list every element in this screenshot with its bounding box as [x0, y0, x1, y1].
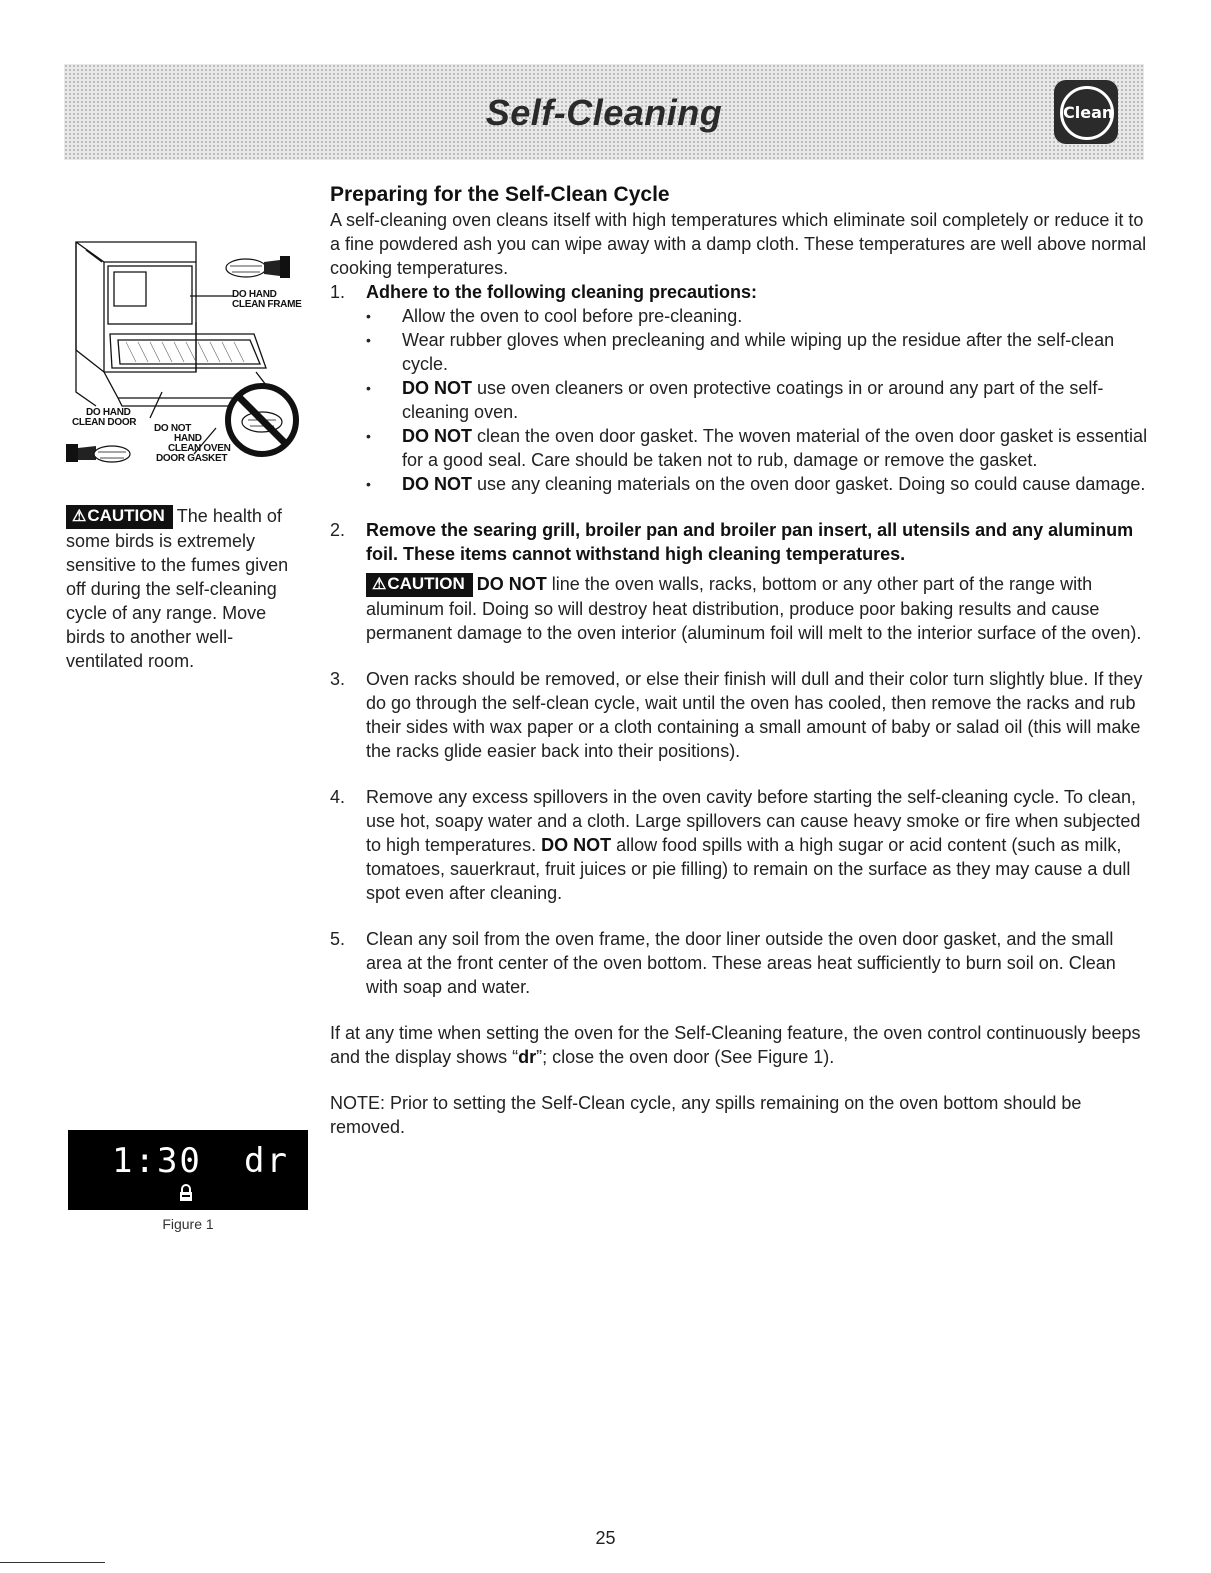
door-note-code: dr: [518, 1047, 537, 1067]
list-item: [366, 304, 1150, 328]
footer-rule: [0, 1562, 105, 1563]
step-number: 1.: [330, 282, 346, 302]
display-code: dr: [244, 1141, 289, 1181]
precautions-list: [330, 304, 1150, 496]
list-item: [366, 376, 1150, 424]
warning-triangle-icon: ⚠: [72, 508, 87, 525]
section-heading: Preparing for the Self-Clean Cycle: [330, 183, 670, 206]
step-4-text-a: Remove any excess spillovers in the oven cavity before starting the self-cleaning cycle. To clean, use hot, soapy water and a cloth. Large spillovers can cause heavy smoke or fire when subjected to high temperatures.: [366, 787, 1141, 855]
page-number: 25: [595, 1528, 616, 1548]
spill-note: NOTE: Prior to setting the Self-Clean cycle, any spills remaining on the oven bottom should be removed.: [330, 1093, 1082, 1137]
bird-caution: [66, 504, 306, 673]
figure-caption: Figure 1: [162, 1216, 214, 1232]
step-4: [330, 785, 1150, 905]
label-gasket-line-3: CLEAN OVEN: [168, 443, 231, 454]
list-item: [366, 424, 1150, 472]
caution-badge: [366, 573, 473, 597]
label-frame-line-1: DO HAND: [232, 289, 277, 300]
label-door: [72, 408, 136, 428]
label-frame: [232, 290, 301, 310]
step-4-text-b: allow food spills with a high sugar or acid content (such as milk, tomatoes, sauerkraut, fruit juices or pie filling) to remain on the surface as they may cause a dull spot even after cleaning.: [366, 835, 1131, 903]
clean-badge-icon: [1054, 80, 1118, 144]
step-3: [330, 667, 1150, 763]
door-note-text-a: If at any time when setting the oven for the Self-Cleaning feature, the oven control continuously beeps and the display shows “: [330, 1023, 1141, 1067]
foil-caution-text: line the oven walls, racks, bottom or any other part of the range with aluminum foil. Doing so will destroy heat distribution, produce poor baking results and cause permanent damage to the oven interior (aluminum foil will melt to the interior surface of the oven).: [366, 574, 1142, 643]
bullet-emphasis: DO NOT: [402, 474, 472, 494]
label-door-line-1: DO HAND: [86, 407, 131, 418]
main-content: [330, 182, 1150, 1139]
step-4-text: [366, 785, 1150, 905]
warning-triangle-icon: ⚠: [372, 576, 387, 593]
label-gasket: [154, 424, 231, 464]
bullet-text: clean the oven door gasket. The woven material of the oven door gasket is essential for a good seal. Care should be taken not to rub, damage or remove the gasket.: [402, 426, 1148, 470]
step-5: [330, 927, 1150, 999]
bullet-text: Wear rubber gloves when precleaning and while wiping up the residue after the self-clean cycle.: [402, 330, 1115, 374]
display-time: 1:30: [112, 1141, 202, 1181]
step-number: 4.: [330, 787, 346, 807]
step-2: [330, 518, 1150, 645]
step-3-text: Oven racks should be removed, or else their finish will dull and their color turn slightly blue. If they do go through the self-clean cycle, wait until the oven has cooled, then remove the racks and rub their sides with wax paper or a cloth containing a small amount of baby or salad oil (this will make the racks glide easier back into their positions).: [366, 669, 1143, 761]
caution-label: CAUTION: [387, 574, 465, 593]
foil-caution: [366, 572, 1150, 645]
label-door-line-2: CLEAN DOOR: [72, 417, 137, 428]
clean-badge-label: Clean: [1060, 86, 1114, 140]
section-title: Self-Cleaning: [485, 92, 723, 133]
step-number: 5.: [330, 929, 346, 949]
oven-door-illustration: [66, 222, 316, 478]
bullet-emphasis: DO NOT: [402, 426, 472, 446]
list-item: [366, 472, 1150, 496]
step-1-title: Adhere to the following cleaning precautions:: [366, 282, 758, 302]
label-gasket-line-2: HAND: [174, 433, 202, 444]
step-2-title: Remove the searing grill, broiler pan and broiler pan insert, all utensils and any aluminum foil. These items cannot withstand high cleaning temperatures.: [366, 520, 1134, 564]
bird-caution-text: The health of some birds is extremely sensitive to the fumes given off during the self-cleaning cycle of any range. Move birds to another well-ventilated room.: [66, 506, 289, 671]
bullet-text: use oven cleaners or oven protective coatings in or around any part of the self-cleaning oven.: [402, 378, 1104, 422]
label-gasket-line-1: DO NOT: [154, 423, 192, 434]
caution-emphasis: DO NOT: [476, 574, 547, 594]
label-gasket-line-4: DOOR GASKET: [156, 453, 228, 464]
bullet-text: Allow the oven to cool before pre-cleaning.: [402, 306, 743, 326]
step-number: 3.: [330, 669, 346, 689]
list-item: [366, 328, 1150, 376]
bullet-text: use any cleaning materials on the oven door gasket. Doing so could cause damage.: [472, 474, 1146, 494]
intro-paragraph: A self-cleaning oven cleans itself with high temperatures which eliminate soil completely or reduce it to a fine powdered ash you can wipe away with a damp cloth. These temperatures are well above normal cooking temperatures.: [330, 210, 1147, 278]
step-1: [330, 280, 1150, 304]
lock-icon: [178, 1184, 194, 1202]
step-5-text: Clean any soil from the oven frame, the door liner outside the oven door gasket, and the small area at the front center of the oven bottom. These areas heat sufficiently to burn soil on. Clean with soap and water.: [366, 929, 1116, 997]
door-note: [330, 1021, 1150, 1069]
door-note-text-b: ”; close the oven door (See Figure 1).: [536, 1047, 835, 1067]
section-banner: [64, 64, 1144, 160]
step-number: 2.: [330, 520, 346, 540]
oven-control-display: [68, 1130, 308, 1210]
caution-badge: [66, 505, 173, 529]
bullet-emphasis: DO NOT: [402, 378, 472, 398]
caution-label: CAUTION: [87, 506, 165, 525]
label-frame-line-2: CLEAN FRAME: [232, 299, 302, 310]
step-4-emphasis: DO NOT: [541, 835, 612, 855]
